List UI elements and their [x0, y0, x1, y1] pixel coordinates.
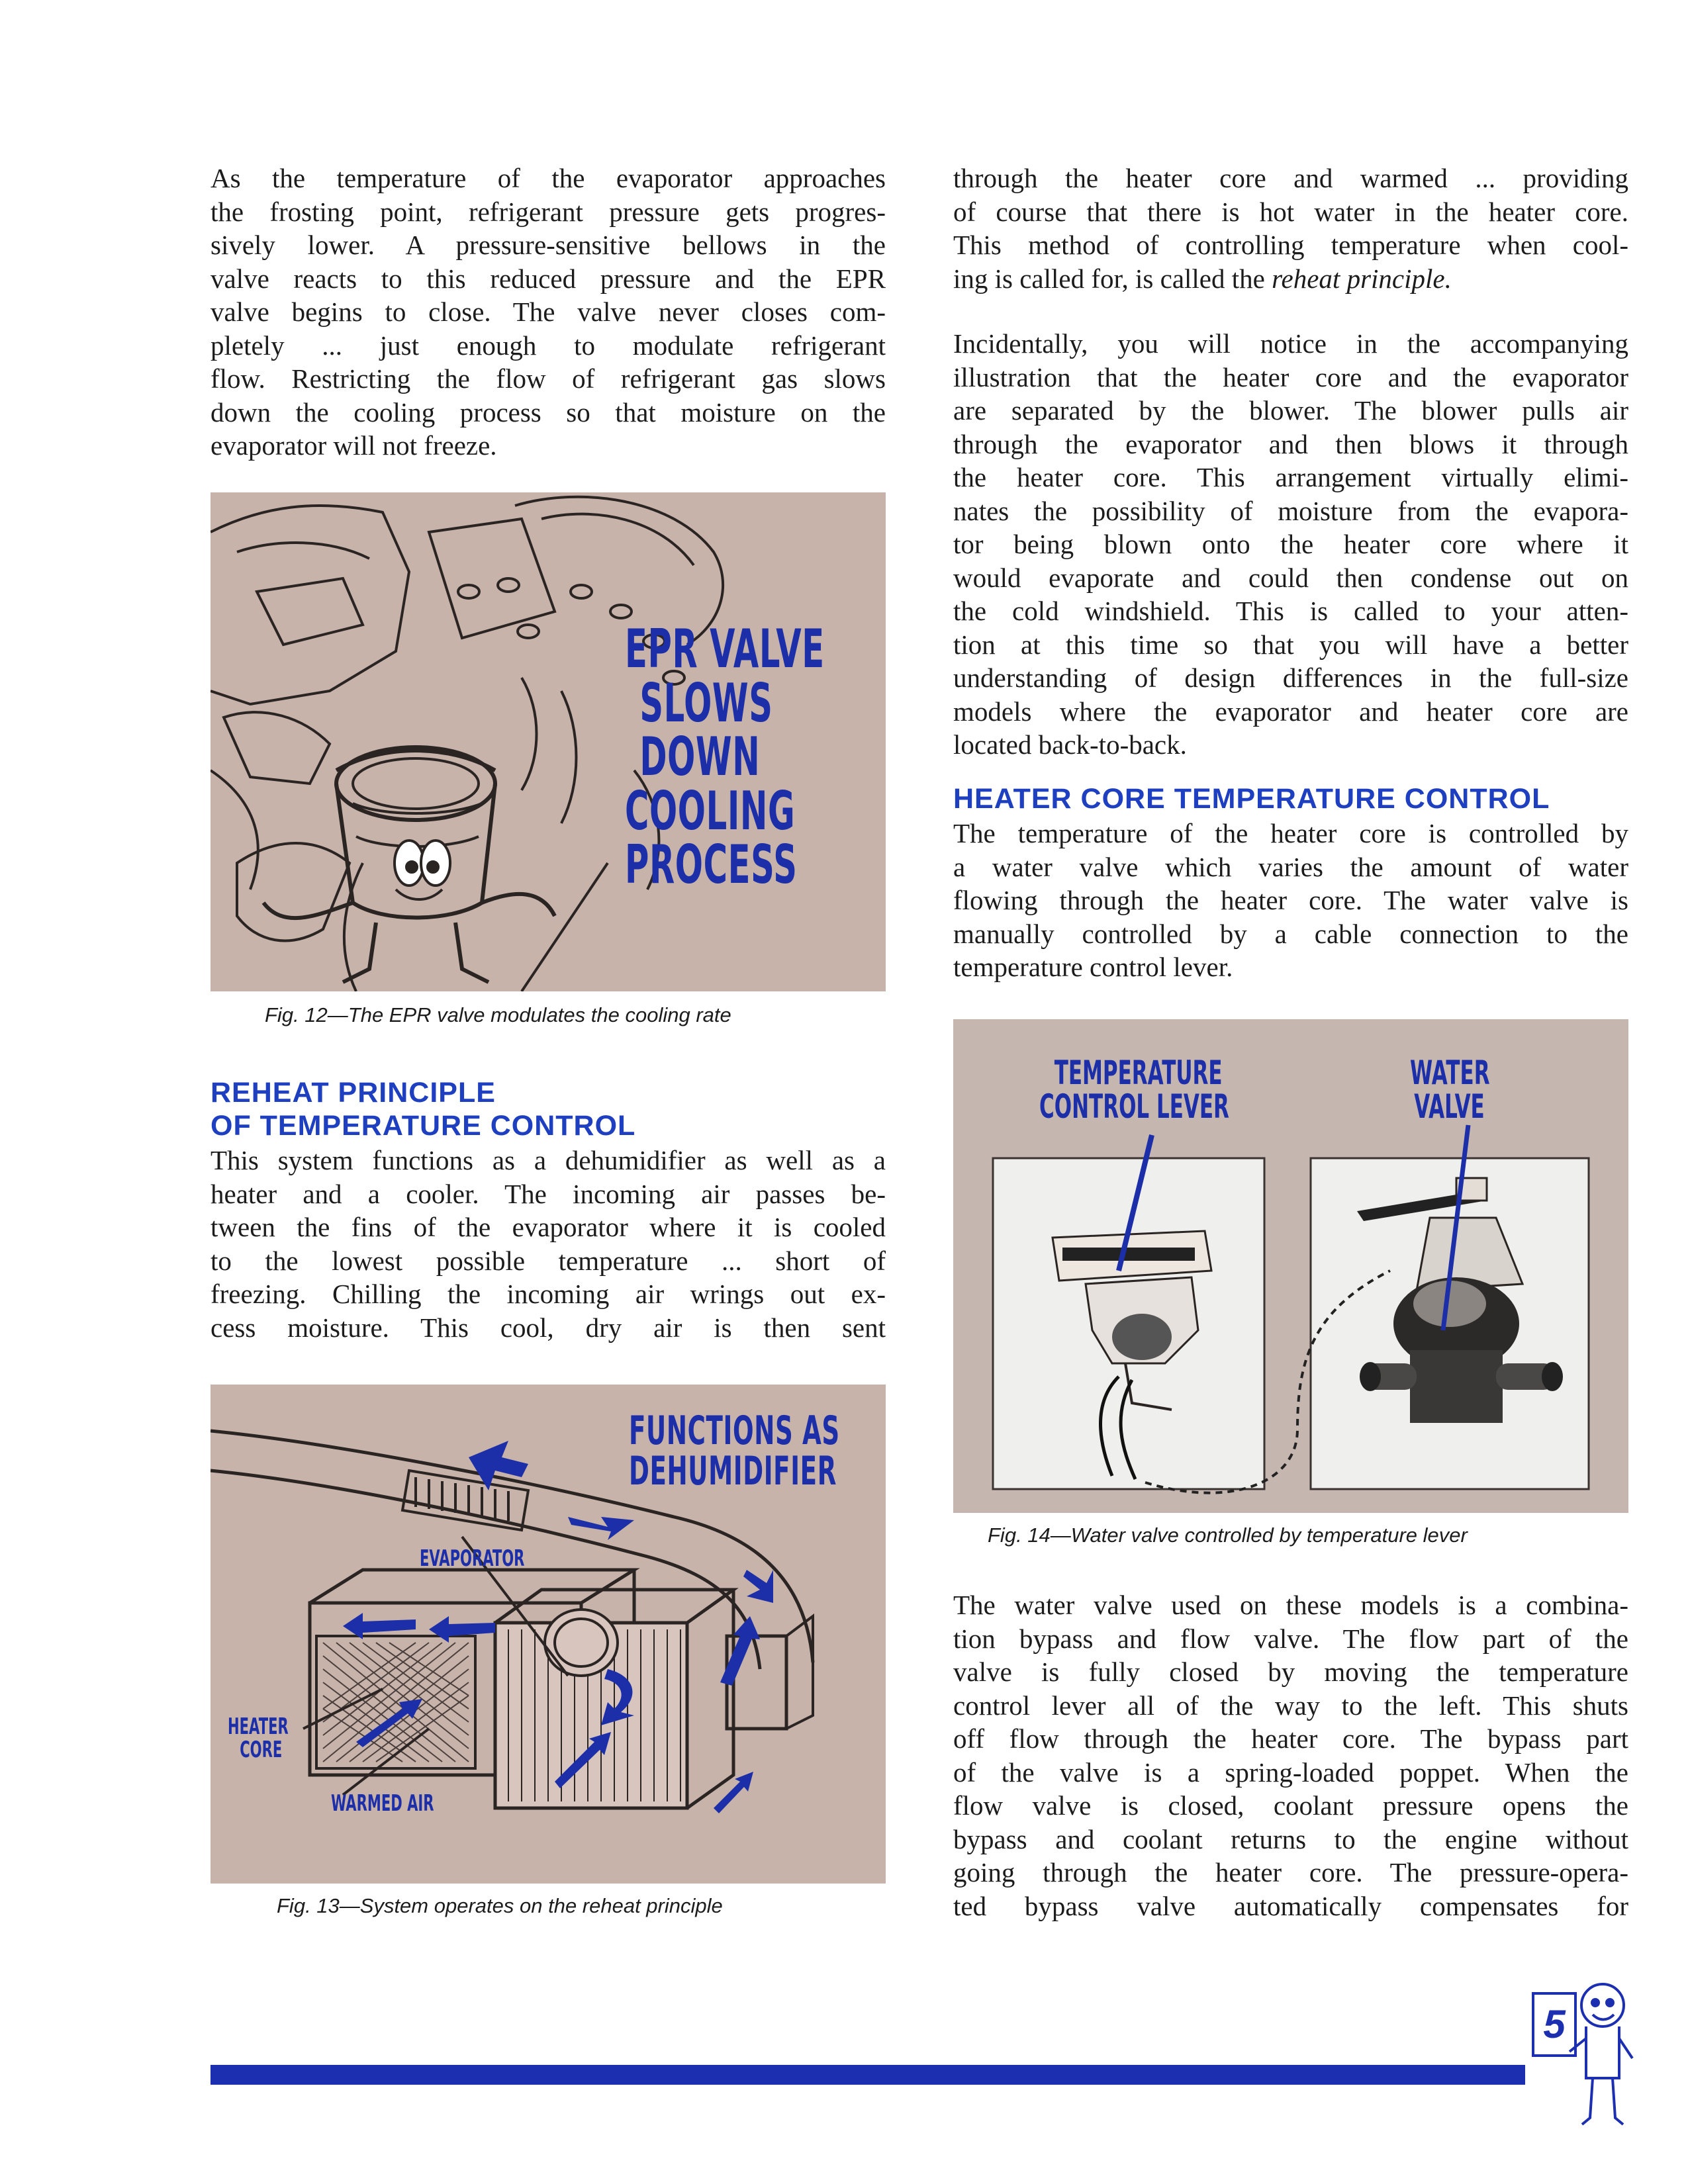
text-line: the cold windshield. This is called to your atten- — [953, 596, 1628, 626]
text-line: illustration that the heater core and the evaporator — [953, 361, 1628, 392]
fig13-caption: Fig. 13—System operates on the reheat principle — [277, 1894, 723, 1917]
text-line: the frosting point, refrigerant pressure gets progres- — [211, 196, 886, 227]
text-line: understanding of design differences in the full-size — [953, 662, 1628, 693]
text-line: heater and a cooler. The incoming air passes be- — [211, 1178, 886, 1209]
heading-line: REHEAT PRINCIPLE — [211, 1077, 496, 1109]
text-line: a water valve which varies the amount of water — [953, 851, 1628, 882]
text-line: The water valve used on these models is a combina- — [953, 1590, 1628, 1620]
text-line: through the evaporator and then blows it through — [953, 428, 1628, 459]
text-line: nates the possibility of moisture from the evapora- — [953, 495, 1628, 526]
text-line: This system functions as a dehumidifier as well as a — [211, 1145, 886, 1175]
valve-label-line: WATER — [1410, 1054, 1490, 1092]
text-line: located back-to-back. — [953, 729, 1187, 760]
fig12-caption: Fig. 12—The EPR valve modulates the cooling rate — [265, 1003, 731, 1026]
text-line: control lever all of the way to the left. This shuts — [953, 1690, 1628, 1721]
fig12-title-line: COOLING — [625, 780, 796, 842]
text-line: sively lower. A pressure-sensitive bellows in the — [211, 230, 886, 260]
warmed-air-label — [331, 1792, 434, 1815]
fig12-title-line: EPR VALVE — [625, 618, 825, 680]
evaporator-label-text: EVAPORATOR — [420, 1545, 525, 1572]
text-line: cess moisture. This cool, dry air is then sent — [211, 1312, 886, 1343]
text-line — [953, 262, 1628, 296]
text-line: the heater core. This arrangement virtually elimi- — [953, 462, 1628, 492]
text-segment: ing is called for, is called the — [953, 263, 1272, 294]
text-line: down the cooling process so that moisture on the — [211, 396, 886, 428]
fig14-caption: Fig. 14—Water valve controlled by temperature lever — [988, 1524, 1468, 1547]
text-line: through the heater core and warmed ... providing — [953, 163, 1628, 193]
fig13-title — [629, 1408, 840, 1495]
text-line: evaporator will not freeze. — [211, 430, 497, 461]
temperature-control-lever-label — [1039, 1056, 1229, 1124]
text-line: of course that there is hot water in the heater core. — [953, 196, 1628, 227]
intro-paragraph — [211, 161, 886, 463]
text-line: Incidentally, you will notice in the accompanying — [953, 328, 1628, 359]
text-line: tion bypass and flow valve. The flow part of the — [953, 1623, 1628, 1654]
reheat-paragraph — [211, 1144, 886, 1344]
text-line: As the temperature of the evaporator approaches — [211, 163, 886, 193]
text-line: of the valve is a spring-loaded poppet. When the — [953, 1756, 1628, 1788]
heater-core-label-line: HEATER — [228, 1713, 289, 1740]
page-number: 5 — [1532, 1992, 1577, 2057]
figure-14-water-valve — [953, 1019, 1628, 1513]
text-line: bypass and coolant returns to the engine without — [953, 1823, 1628, 1854]
text-line: would evaporate and could then condense out on — [953, 562, 1628, 593]
figure-13-dehumidifier — [211, 1385, 886, 1884]
text-line: going through the heater core. The pressure-opera- — [953, 1857, 1628, 1888]
warmed-air-label-text: WARMED AIR — [331, 1790, 434, 1817]
lever-label-line: CONTROL LEVER — [1039, 1087, 1229, 1126]
text-line: off flow through the heater core. The bypass part — [953, 1723, 1628, 1754]
text-line: valve reacts to this reduced pressure and the EPR — [211, 263, 886, 294]
text-line: to the lowest possible temperature ... short of — [211, 1245, 886, 1276]
incidental-paragraph — [953, 327, 1628, 762]
text-line: flowing through the heater core. The water valve is — [953, 885, 1628, 915]
text-line: are separated by the blower. The blower pulls air — [953, 395, 1628, 426]
fig12-title — [625, 618, 825, 896]
text-line: freezing. Chilling the incoming air wrings out ex- — [211, 1279, 886, 1309]
fig13-title-line: DEHUMIDIFIER — [629, 1448, 837, 1495]
figure-12-epr-valve — [211, 492, 886, 991]
lever-label-line: TEMPERATURE — [1054, 1054, 1223, 1092]
text-line: valve is fully closed by moving the temperature — [953, 1657, 1628, 1687]
fig12-title-line: DOWN — [639, 726, 761, 788]
reheat-principle-term: reheat principle. — [1272, 263, 1452, 294]
text-line: tor being blown onto the heater core where it — [953, 529, 1628, 559]
text-line: ted bypass valve automatically compensates for — [953, 1890, 1628, 1921]
text-line: pletely ... just enough to modulate refrigerant — [211, 330, 886, 361]
text-line: tion at this time so that you will have a better — [953, 629, 1628, 660]
footer-bar — [211, 2065, 1525, 2085]
text-line: tween the fins of the evaporator where it is cooled — [211, 1212, 886, 1242]
fig12-title-line: PROCESS — [625, 834, 798, 896]
continuation-paragraph — [953, 161, 1628, 295]
water-valve-label — [1410, 1056, 1490, 1124]
evaporator-label — [420, 1547, 524, 1570]
water-valve-paragraph — [953, 1588, 1628, 1923]
text-line: manually controlled by a cable connection to the — [953, 918, 1628, 949]
text-line: The temperature of the heater core is controlled by — [953, 818, 1628, 848]
text-line: flow valve is closed, coolant pressure opens the — [953, 1790, 1628, 1821]
valve-label-line: VALVE — [1414, 1087, 1485, 1126]
mascot-icon — [1566, 1979, 1639, 2144]
reheat-principle-heading — [211, 1076, 635, 1142]
fig12-title-line: SLOWS — [639, 672, 773, 734]
heater-core-heading: HEATER CORE TEMPERATURE CONTROL — [953, 783, 1550, 815]
text-line: valve begins to close. The valve never closes com- — [211, 296, 886, 327]
fig13-title-line: FUNCTIONS AS — [629, 1408, 840, 1454]
text-line: temperature control lever. — [953, 952, 1233, 982]
text-line: flow. Restricting the flow of refrigerant gas slows — [211, 363, 886, 394]
text-line: models where the evaporator and heater core are — [953, 696, 1628, 727]
heater-paragraph — [953, 817, 1628, 984]
heading-line: OF TEMPERATURE CONTROL — [211, 1110, 636, 1142]
text-line: This method of controlling temperature when cool- — [953, 230, 1628, 260]
heater-core-label — [228, 1715, 289, 1761]
heater-core-label-line: CORE — [240, 1736, 283, 1763]
